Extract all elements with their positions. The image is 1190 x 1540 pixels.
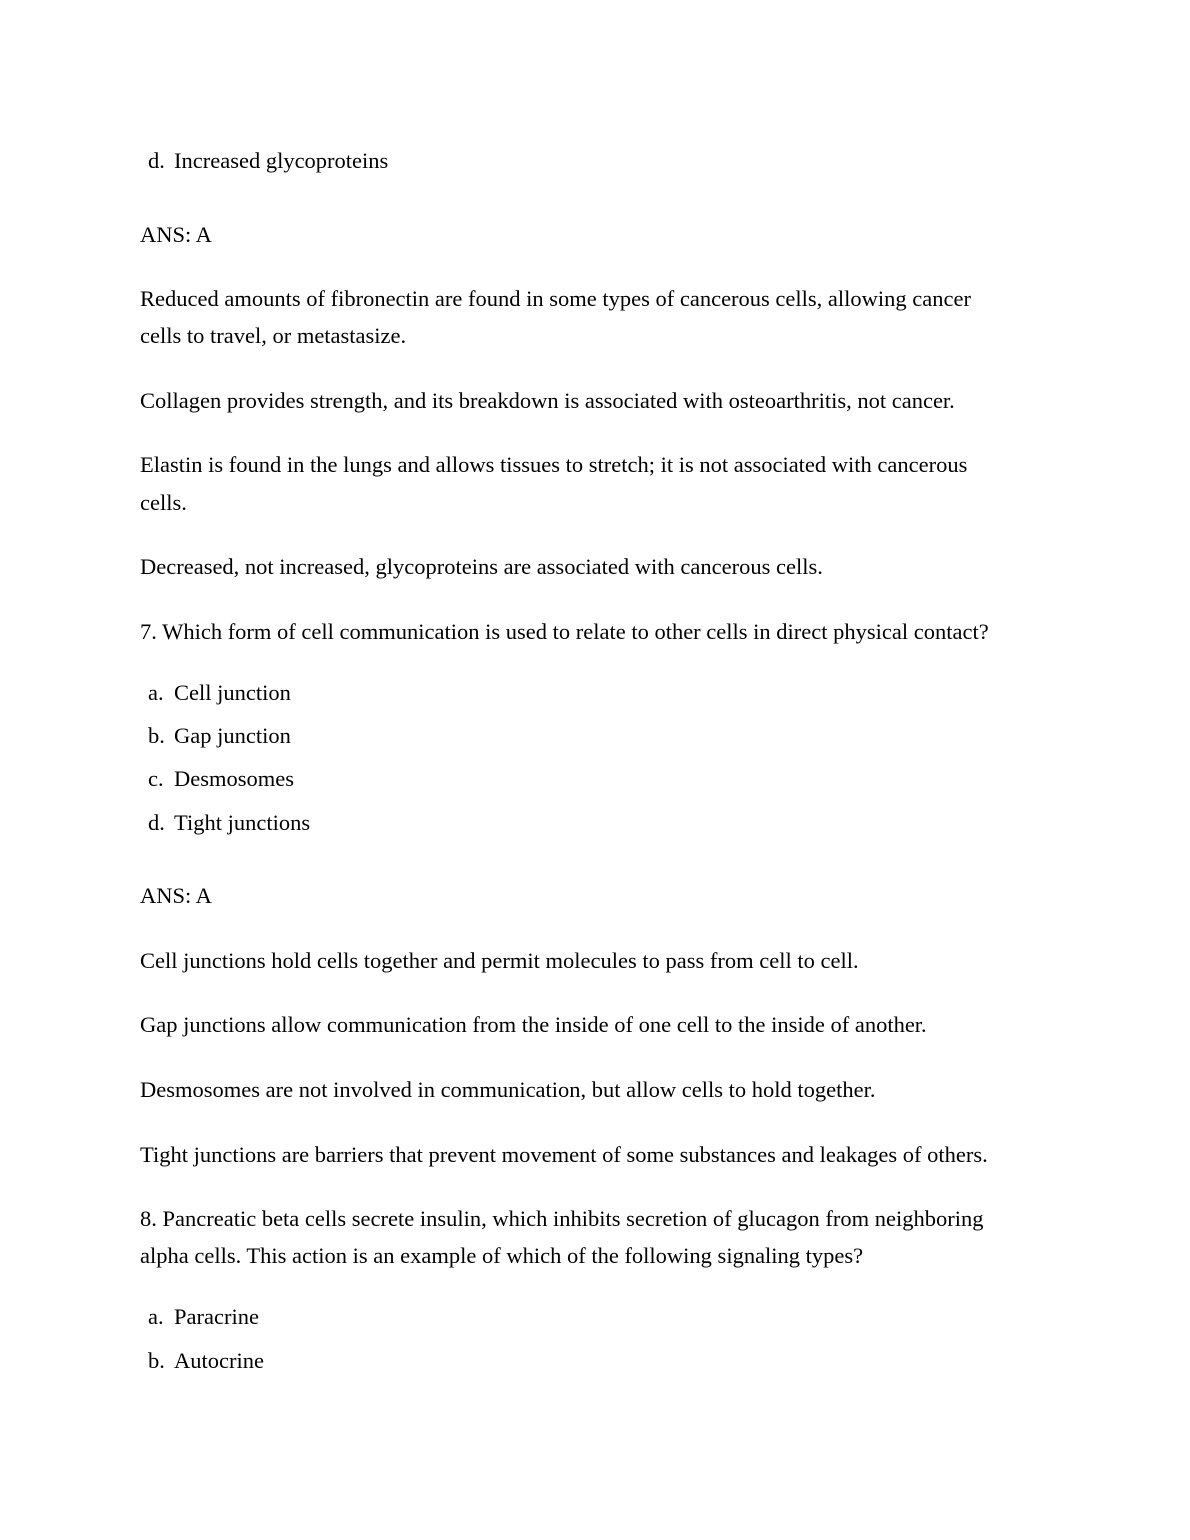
answer-key: ANS: A (140, 883, 212, 908)
option-item (140, 148, 388, 174)
option-letter: d. (148, 148, 165, 173)
rationale-paragraph: Cell junctions hold cells together and permit molecules to pass from cell to cell. (140, 948, 859, 973)
rationale-paragraph: Reduced amounts of fibronectin are found in some types of cancerous cells, allowing cancer (140, 286, 971, 311)
option-text: Increased glycoproteins (174, 148, 389, 173)
option-letter: a. (148, 680, 164, 705)
option-item (140, 723, 291, 749)
rationale-paragraph: Decreased, not increased, glycoproteins are associated with cancerous cells. (140, 554, 823, 579)
option-text: Paracrine (174, 1304, 259, 1329)
option-item (140, 1348, 264, 1374)
rationale-paragraph-cont: cells to travel, or metastasize. (140, 323, 407, 348)
option-text: Gap junction (174, 723, 291, 748)
rationale-paragraph-cont: cells. (140, 490, 187, 515)
option-text: Desmosomes (174, 766, 294, 791)
rationale-paragraph: Tight junctions are barriers that prevent movement of some substances and leakages of others. (140, 1142, 988, 1167)
option-letter: a. (148, 1304, 164, 1329)
option-letter: b. (148, 1348, 165, 1373)
question-stem-cont: alpha cells. This action is an example of which of the following signaling types? (140, 1243, 864, 1268)
rationale-paragraph: Elastin is found in the lungs and allows tissues to stretch; it is not associated with cancerous (140, 452, 968, 477)
answer-key: ANS: A (140, 222, 212, 247)
option-item (140, 810, 310, 836)
option-item (140, 680, 291, 706)
option-text: Tight junctions (174, 810, 311, 835)
rationale-paragraph: Collagen provides strength, and its breakdown is associated with osteoarthritis, not cancer. (140, 388, 955, 413)
option-text: Autocrine (174, 1348, 264, 1373)
option-letter: d. (148, 810, 165, 835)
question-stem: 8. Pancreatic beta cells secrete insulin, which inhibits secretion of glucagon from neighboring (140, 1206, 984, 1231)
option-letter: c. (148, 766, 164, 791)
question-stem: 7. Which form of cell communication is used to relate to other cells in direct physical contact? (140, 619, 989, 644)
option-letter: b. (148, 723, 165, 748)
option-item (140, 1304, 259, 1330)
rationale-paragraph: Gap junctions allow communication from the inside of one cell to the inside of another. (140, 1012, 927, 1037)
option-item (140, 766, 294, 792)
rationale-paragraph: Desmosomes are not involved in communication, but allow cells to hold together. (140, 1077, 876, 1102)
option-text: Cell junction (174, 680, 291, 705)
